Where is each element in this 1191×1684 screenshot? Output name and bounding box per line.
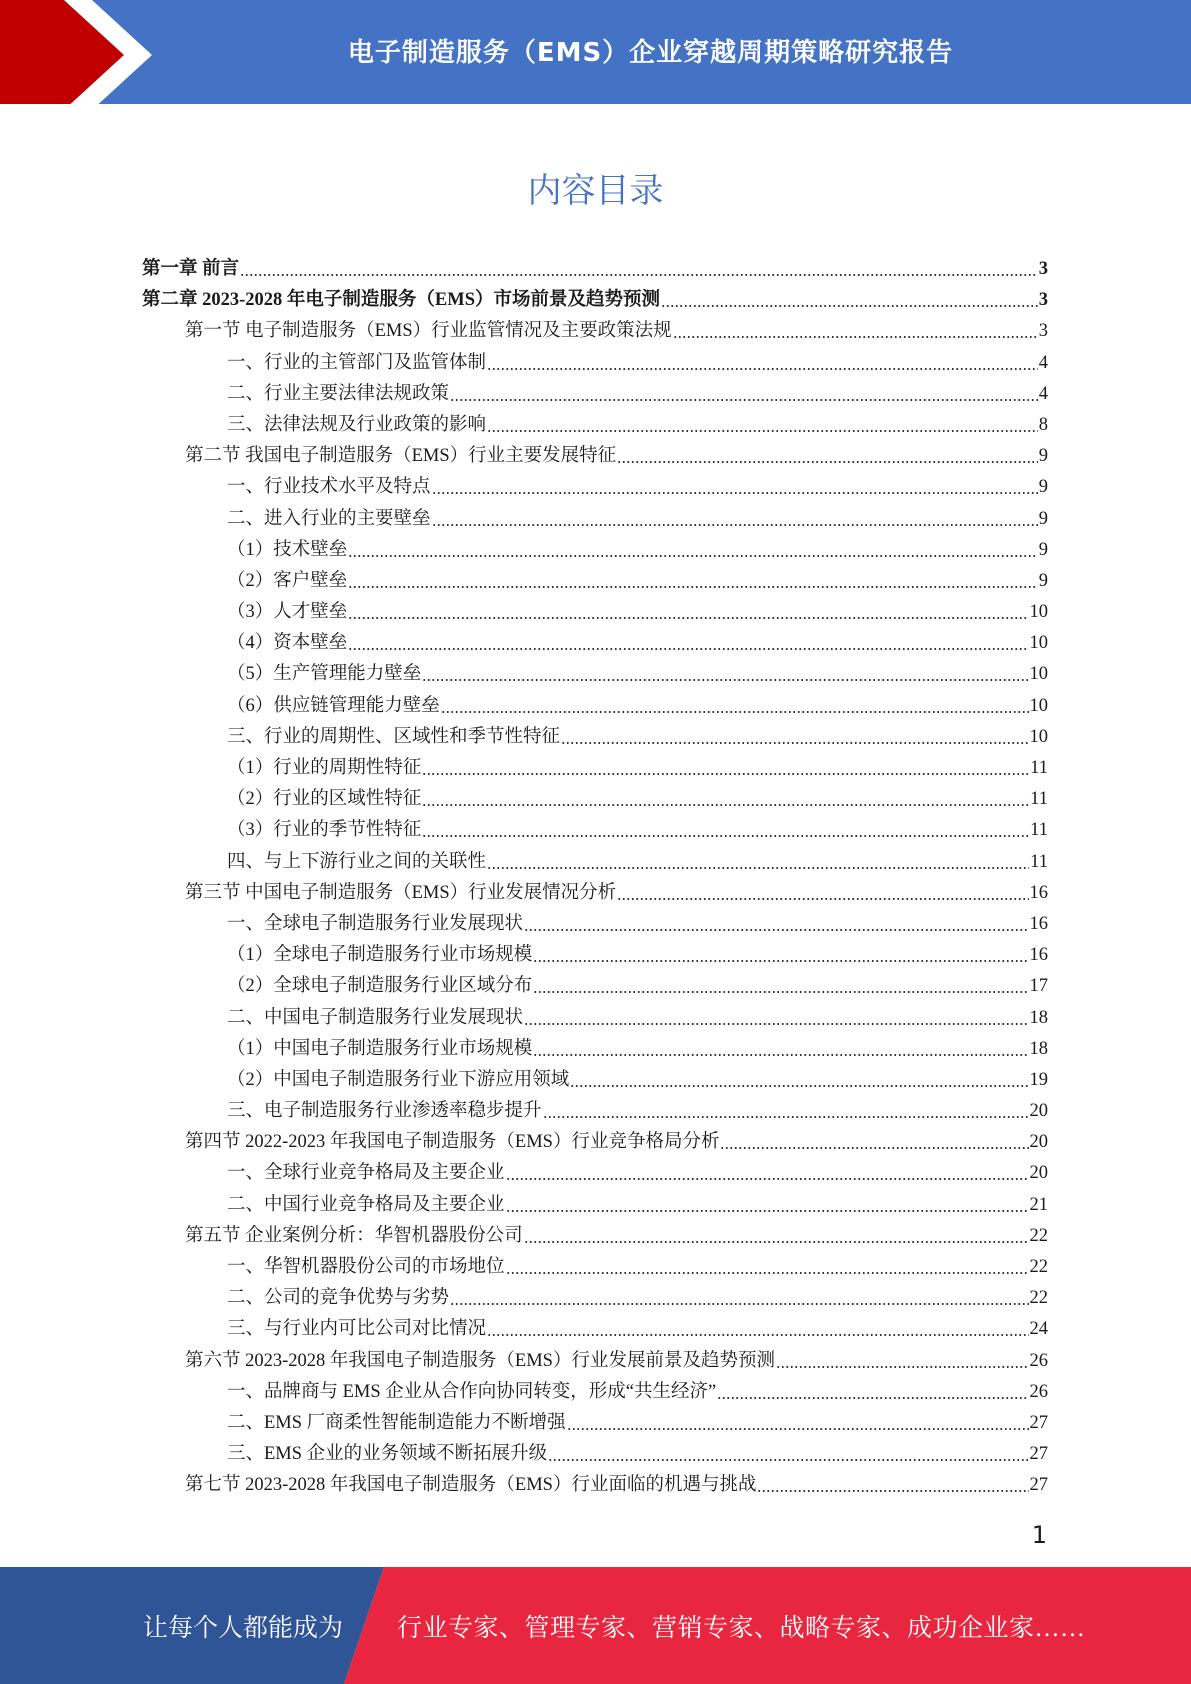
- toc-entry[interactable]: [142, 1096, 1048, 1127]
- toc-entry-title: 第五节 企业案例分析：华智机器股份公司: [185, 1225, 523, 1246]
- toc-entry-page: 3: [1038, 290, 1048, 311]
- toc-entry-title: 三、行业的周期性、区域性和季节性特征: [227, 726, 561, 747]
- report-header: [0, 0, 1191, 110]
- toc-dot-leader: [548, 1439, 1028, 1470]
- toc-entry-title: 第六节 2023-2028 年我国电子制造服务（EMS）行业发展前景及趋势预测: [185, 1350, 775, 1371]
- toc-entry[interactable]: [142, 722, 1048, 753]
- toc-entry-page: 9: [1038, 508, 1048, 529]
- toc-entry-page: 22: [1029, 1257, 1048, 1277]
- toc-entry-title: 一、行业的主管部门及监管体制: [227, 352, 487, 373]
- toc-dot-leader: [432, 472, 1038, 503]
- toc-entry[interactable]: [142, 1127, 1048, 1158]
- toc-heading: 内容目录: [527, 171, 664, 211]
- toc-dot-leader: [432, 504, 1038, 535]
- toc-entry[interactable]: [142, 1439, 1048, 1470]
- toc-dot-leader: [717, 1377, 1028, 1408]
- toc-dot-leader: [487, 1314, 1028, 1345]
- toc-entry-title: （2）客户壁垒: [227, 570, 348, 591]
- toc-entry-title: 二、中国电子制造服务行业发展现状: [227, 1007, 524, 1028]
- toc-entry[interactable]: [142, 1377, 1048, 1408]
- toc-entry-page: 26: [1029, 1381, 1048, 1402]
- toc-dot-leader: [450, 379, 1038, 410]
- toc-entry-page: 18: [1029, 1007, 1048, 1028]
- toc-entry-page: 21: [1029, 1194, 1048, 1215]
- toc-entry-title: 第二章 2023-2028 年电子制造服务（EMS）市场前景及趋势预测: [142, 290, 661, 311]
- toc-dot-leader: [524, 1003, 1028, 1034]
- toc-entry-title: 三、电子制造服务行业渗透率稳步提升: [227, 1101, 542, 1122]
- toc-entry-page: 22: [1029, 1288, 1048, 1309]
- toc-entry-page: 9: [1038, 539, 1048, 560]
- toc-entry-page: 19: [1029, 1069, 1048, 1090]
- toc-dot-leader: [524, 909, 1028, 940]
- toc-dot-leader: [776, 1346, 1029, 1377]
- report-title: 电子制造服务（EMS）企业穿越周期策略研究报告: [347, 37, 954, 68]
- toc-entry-page: 16: [1029, 945, 1048, 966]
- toc-entry-page: 10: [1029, 726, 1048, 747]
- toc-entry[interactable]: [142, 254, 1048, 285]
- toc-entry-page: 11: [1030, 789, 1048, 810]
- toc-entry[interactable]: [142, 316, 1048, 347]
- toc-entry[interactable]: [142, 504, 1048, 535]
- toc-entry[interactable]: [142, 1190, 1048, 1221]
- toc-dot-leader: [543, 1096, 1029, 1127]
- toc-entry[interactable]: [142, 1346, 1048, 1377]
- toc-dot-leader: [348, 535, 1037, 566]
- toc-dot-leader: [487, 348, 1038, 379]
- toc-dot-leader: [533, 971, 1028, 1002]
- toc-entry[interactable]: [142, 878, 1048, 909]
- toc-entry[interactable]: [142, 597, 1048, 628]
- toc-entry[interactable]: [142, 628, 1048, 659]
- table-of-contents: [142, 254, 1048, 1502]
- toc-dot-leader: [524, 1221, 1029, 1252]
- toc-dot-leader: [348, 566, 1037, 597]
- toc-entry-title: 四、与上下游行业之间的关联性: [227, 851, 487, 872]
- toc-dot-leader: [506, 1158, 1029, 1189]
- toc-dot-leader: [673, 316, 1038, 347]
- toc-dot-leader: [506, 1190, 1029, 1221]
- toc-entry-page: 22: [1029, 1225, 1048, 1246]
- toc-entry[interactable]: [142, 1003, 1048, 1034]
- toc-entry-page: 16: [1029, 882, 1048, 903]
- toc-entry-title: 三、法律法规及行业政策的影响: [227, 414, 487, 435]
- toc-dot-leader: [422, 784, 1029, 815]
- toc-entry-page: 4: [1038, 352, 1048, 373]
- toc-entry-page: 27: [1029, 1412, 1048, 1433]
- toc-entry[interactable]: [142, 1408, 1048, 1439]
- toc-entry-page: 24: [1029, 1319, 1048, 1340]
- toc-entry-title: 二、中国行业竞争格局及主要企业: [227, 1194, 505, 1215]
- toc-entry-page: 10: [1029, 602, 1048, 623]
- toc-entry[interactable]: [142, 379, 1048, 410]
- toc-entry-page: 16: [1029, 913, 1048, 934]
- toc-entry[interactable]: [142, 753, 1048, 784]
- toc-entry-title: （4）资本壁垒: [227, 633, 348, 654]
- toc-entry-page: 3: [1038, 259, 1048, 279]
- footer-slogan-right: 行业专家、管理专家、营销专家、战略专家、成功企业家……: [397, 1614, 1086, 1642]
- toc-dot-leader: [240, 254, 1038, 285]
- toc-entry[interactable]: [142, 971, 1048, 1002]
- toc-entry[interactable]: [142, 1034, 1048, 1065]
- toc-dot-leader: [720, 1127, 1028, 1158]
- report-footer: [0, 1567, 1191, 1684]
- toc-entry-title: （3）人才壁垒: [227, 602, 348, 623]
- page-number: 1: [1031, 1521, 1047, 1549]
- toc-dot-leader: [348, 597, 1028, 628]
- toc-entry-title: 一、全球行业竞争格局及主要企业: [227, 1163, 505, 1184]
- toc-entry-page: 26: [1029, 1350, 1048, 1371]
- toc-entry-title: （1）技术壁垒: [227, 539, 348, 560]
- toc-entry-title: 三、与行业内可比公司对比情况: [227, 1319, 487, 1340]
- toc-entry-title: （6）供应链管理能力壁垒: [227, 695, 440, 716]
- toc-entry[interactable]: [142, 1221, 1048, 1252]
- toc-entry-page: 9: [1038, 446, 1048, 467]
- toc-entry-page: 9: [1038, 477, 1048, 498]
- toc-entry-title: 第三节 中国电子制造服务（EMS）行业发展情况分析: [185, 882, 617, 903]
- toc-entry-title: 二、公司的竞争优势与劣势: [227, 1288, 450, 1309]
- toc-dot-leader: [533, 1034, 1028, 1065]
- toc-entry[interactable]: [142, 1158, 1048, 1189]
- toc-dot-leader: [533, 940, 1028, 971]
- toc-dot-leader: [441, 691, 1029, 722]
- toc-dot-leader: [450, 1283, 1028, 1314]
- toc-entry-page: 10: [1029, 664, 1048, 685]
- toc-entry[interactable]: [142, 784, 1048, 815]
- toc-entry-title: 二、进入行业的主要壁垒: [227, 508, 431, 529]
- toc-entry-page: 4: [1038, 383, 1048, 404]
- toc-entry-title: 第一章 前言: [142, 259, 240, 279]
- toc-entry[interactable]: [142, 691, 1048, 722]
- toc-entry-page: 8: [1038, 414, 1048, 435]
- toc-entry[interactable]: [142, 1252, 1048, 1283]
- toc-entry[interactable]: [142, 1470, 1048, 1501]
- toc-entry-title: （1）中国电子制造服务行业市场规模: [227, 1038, 533, 1059]
- toc-entry-page: 18: [1029, 1038, 1048, 1059]
- toc-entry-title: （3）行业的季节性特征: [227, 820, 422, 841]
- toc-dot-leader: [506, 1252, 1029, 1283]
- toc-entry-page: 27: [1029, 1475, 1048, 1496]
- toc-entry-title: （2）中国电子制造服务行业下游应用领域: [227, 1069, 570, 1090]
- footer-slogan-left: 让每个人都能成为: [143, 1614, 344, 1642]
- toc-entry-page: 10: [1029, 695, 1048, 716]
- toc-entry-title: （1）全球电子制造服务行业市场规模: [227, 945, 533, 966]
- toc-dot-leader: [661, 285, 1038, 316]
- toc-entry[interactable]: [142, 441, 1048, 472]
- toc-dot-leader: [567, 1408, 1029, 1439]
- toc-entry-title: 二、EMS 厂商柔性智能制造能力不断增强: [227, 1412, 566, 1433]
- toc-entry-title: 第七节 2023-2028 年我国电子制造服务（EMS）行业面临的机遇与挑战: [185, 1475, 757, 1496]
- toc-dot-leader: [617, 878, 1028, 909]
- toc-entry-title: 一、行业技术水平及特点: [227, 477, 431, 498]
- toc-entry[interactable]: [142, 815, 1048, 846]
- toc-dot-leader: [487, 410, 1038, 441]
- toc-entry-title: 一、品牌商与 EMS 企业从合作向协同转变，形成“共生经济”: [227, 1381, 717, 1402]
- toc-entry[interactable]: [142, 940, 1048, 971]
- toc-entry[interactable]: [142, 410, 1048, 441]
- toc-entry[interactable]: [142, 566, 1048, 597]
- toc-dot-leader: [422, 659, 1028, 690]
- toc-entry[interactable]: [142, 348, 1048, 379]
- toc-entry-title: 第四节 2022-2023 年我国电子制造服务（EMS）行业竞争格局分析: [185, 1132, 720, 1153]
- toc-entry-page: 20: [1029, 1163, 1048, 1184]
- toc-entry[interactable]: [142, 285, 1048, 316]
- toc-dot-leader: [348, 628, 1028, 659]
- toc-entry-page: 3: [1038, 321, 1048, 342]
- toc-entry-title: 第二节 我国电子制造服务（EMS）行业主要发展特征: [185, 446, 617, 467]
- toc-dot-leader: [757, 1470, 1028, 1501]
- toc-entry-page: 11: [1030, 758, 1048, 778]
- toc-dot-leader: [422, 753, 1029, 784]
- toc-entry-page: 10: [1029, 633, 1048, 654]
- toc-entry[interactable]: [142, 1283, 1048, 1314]
- toc-entry[interactable]: [142, 535, 1048, 566]
- toc-entry-page: 17: [1029, 976, 1048, 997]
- toc-dot-leader: [561, 722, 1028, 753]
- toc-entry[interactable]: [142, 909, 1048, 940]
- toc-entry[interactable]: [142, 1065, 1048, 1096]
- toc-entry[interactable]: [142, 847, 1048, 878]
- toc-entry-page: 20: [1029, 1132, 1048, 1153]
- toc-entry-title: （2）全球电子制造服务行业区域分布: [227, 976, 533, 997]
- toc-entry-title: 三、EMS 企业的业务领域不断拓展升级: [227, 1444, 548, 1465]
- toc-dot-leader: [422, 815, 1029, 846]
- toc-entry-page: 20: [1029, 1101, 1048, 1122]
- toc-entry[interactable]: [142, 472, 1048, 503]
- toc-entry-page: 9: [1038, 570, 1048, 591]
- toc-entry-title: 一、全球电子制造服务行业发展现状: [227, 913, 524, 934]
- toc-entry-page: 27: [1029, 1444, 1048, 1465]
- toc-dot-leader: [570, 1065, 1028, 1096]
- toc-entry-page: 11: [1030, 820, 1048, 841]
- toc-dot-leader: [487, 847, 1029, 878]
- toc-entry-page: 11: [1030, 851, 1048, 872]
- toc-entry-title: 二、行业主要法律法规政策: [227, 383, 450, 404]
- toc-dot-leader: [617, 441, 1038, 472]
- toc-entry-title: 第一节 电子制造服务（EMS）行业监管情况及主要政策法规: [185, 321, 672, 342]
- toc-entry[interactable]: [142, 659, 1048, 690]
- toc-entry-title: 一、华智机器股份公司的市场地位: [227, 1257, 505, 1277]
- toc-entry-title: （2）行业的区域性特征: [227, 789, 422, 810]
- toc-entry[interactable]: [142, 1314, 1048, 1345]
- toc-entry-title: （1）行业的周期性特征: [227, 758, 422, 778]
- toc-entry-title: （5）生产管理能力壁垒: [227, 664, 422, 685]
